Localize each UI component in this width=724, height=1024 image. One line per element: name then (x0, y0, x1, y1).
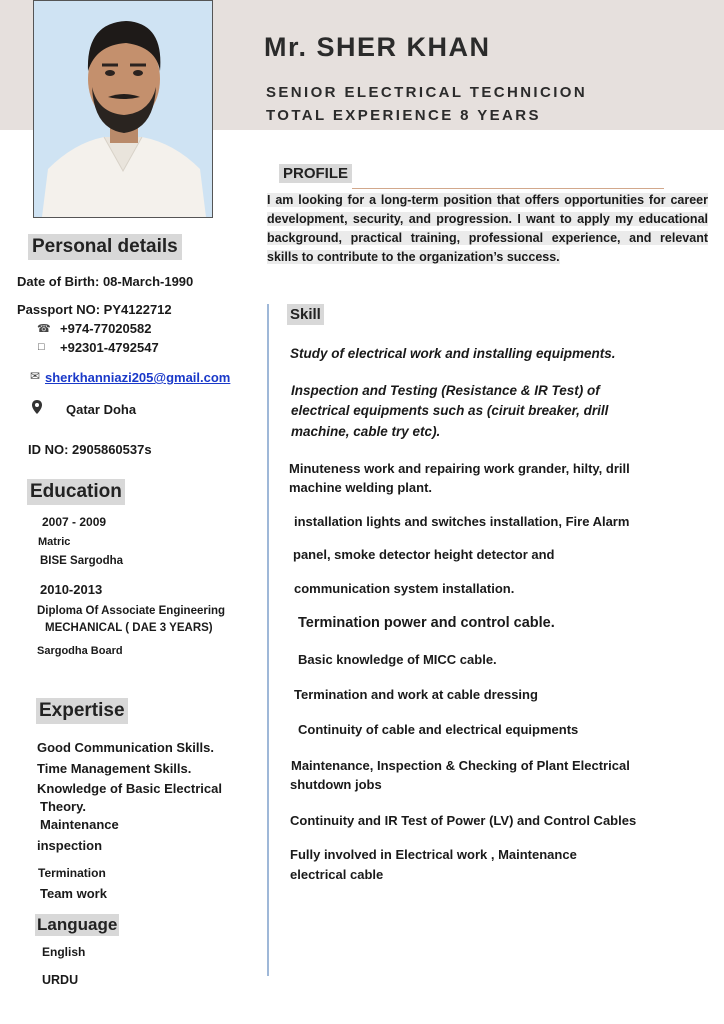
expertise-item: Knowledge of Basic Electrical (37, 781, 222, 796)
expertise-item: Team work (40, 886, 107, 901)
language-item: URDU (42, 973, 79, 987)
skill-item: Maintenance, Inspection & Checking of Plant Electrical (291, 758, 630, 773)
education-heading: Education (27, 479, 125, 505)
skill-item: electrical cable (290, 867, 384, 882)
expertise-heading: Expertise (36, 698, 128, 724)
profile-divider (352, 188, 664, 189)
mobile-icon: □ (38, 341, 45, 353)
skill-item: machine welding plant. (289, 480, 433, 495)
passport-number: Passport NO: PY4122712 (17, 302, 172, 317)
education-2-degree: Diploma Of Associate Engineering (37, 605, 226, 617)
education-1-years: 2007 - 2009 (42, 515, 107, 529)
expertise-item: Theory. (40, 799, 86, 814)
skill-item: Basic knowledge of MICC cable. (298, 652, 497, 667)
candidate-name: Mr. SHER KHAN (264, 32, 491, 62)
skill-item: shutdown jobs (290, 777, 382, 792)
language-item: English (42, 945, 86, 959)
language-heading: Language (37, 915, 118, 934)
expertise-item: Termination (38, 866, 106, 880)
phone-pakistan[interactable]: +92301-4792547 (60, 340, 159, 355)
skill-item: machine, cable try etc). (291, 424, 441, 439)
education-2-years: 2010-2013 (40, 582, 103, 597)
envelope-icon: ✉ (30, 369, 41, 383)
profile-text (267, 191, 708, 267)
expertise-item: inspection (37, 838, 103, 853)
skill-item: Study of electrical work and installing equipments. (290, 346, 616, 361)
phone-qatar[interactable]: +974-77020582 (60, 321, 152, 336)
date-of-birth: Date of Birth: 08-March-1990 (17, 274, 194, 289)
skill-item: communication system installation. (294, 581, 515, 596)
skill-heading: Skill (287, 304, 324, 325)
email-link[interactable]: sherkhanniazi205@gmail.com (45, 370, 231, 385)
skill-item: Continuity of cable and electrical equipments (298, 722, 579, 737)
skill-item: Fully involved in Electrical work , Maintenance (290, 847, 577, 862)
education-2-board: Sargodha Board (37, 645, 123, 657)
personal-details-heading: Personal details (28, 234, 182, 260)
skill-item: Minuteness work and repairing work grander, hilty, drill (289, 461, 630, 476)
skill-item: installation lights and switches installation, Fire Alarm (294, 514, 630, 529)
id-number: ID NO: 2905860537s (28, 442, 152, 457)
skill-item: electrical equipments such as (ciruit breaker, drill (291, 403, 609, 418)
skill-item: Termination and work at cable dressing (294, 687, 538, 702)
skill-column-rule (267, 304, 269, 976)
profile-heading: PROFILE (279, 164, 352, 183)
expertise-item: Maintenance (40, 817, 119, 832)
expertise-item: Good Communication Skills. (37, 740, 214, 755)
expertise-item: Time Management Skills. (37, 761, 192, 776)
profile-photo (33, 0, 213, 218)
profile-paragraph: I am looking for a long-term position that offers opportunities for career development, security, and progression. I want to apply my educational background, practical training, professional experience, and relevant skills to contribute to the organization’s success. (267, 193, 708, 264)
location: Qatar Doha (66, 402, 137, 417)
skill-item: panel, smoke detector height detector and (293, 547, 555, 562)
skill-item: Termination power and control cable. (298, 615, 555, 631)
skill-item: Continuity and IR Test of Power (LV) and Control Cables (290, 813, 637, 828)
education-1-degree: Matric (38, 536, 71, 548)
education-2-field: MECHANICAL ( DAE 3 YEARS) (45, 622, 213, 634)
portrait-illustration (34, 1, 212, 217)
job-title: SENIOR ELECTRICAL TECHNICION (266, 84, 588, 101)
phone-icon: ☎ (37, 323, 51, 335)
map-pin-icon (32, 400, 42, 419)
education-1-board: BISE Sargodha (40, 555, 124, 567)
experience-summary: TOTAL EXPERIENCE 8 YEARS (266, 107, 541, 124)
skill-item: Inspection and Testing (Resistance & IR Test) of (291, 383, 600, 398)
